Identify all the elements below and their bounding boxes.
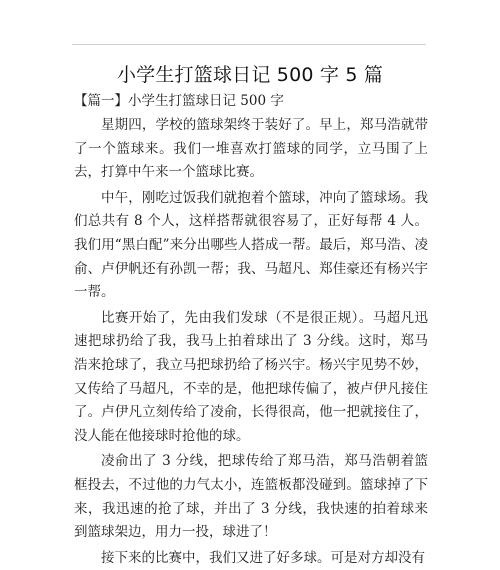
article-body: [74, 114, 428, 570]
paragraph-5: 接下来的比赛中，我们又进了好多球。可是对方却没有: [101, 549, 425, 566]
page-title: 小学生打篮球日记 500 字 5 篇: [116, 64, 384, 86]
section-heading: 【篇一】小学生打篮球日记 500 字: [74, 93, 284, 109]
paragraph-3: 比赛开始了，先由我们发球（不是很正规）。马超凡迅速把球扔给了我，我马上拍着球出了 3 分线。这时，郑马浩来抢球了，我立马把球扔给了杨兴宇。杨兴宇见势不妙，又传给了马超凡，不幸的是，他把球传偏了，被卢伊凡接住了。卢伊凡立刻传给了凌俞，长得很高，他一把就接住了，没人能在他接球时抢他的球。: [74, 309, 428, 444]
paragraph-1: 星期四，学校的篮球架终于装好了。早上，郑马浩就带了一个篮球来。我们一堆喜欢打篮球的同学，立马围了上去，打算中午来一个篮球比赛。: [74, 117, 428, 181]
header-divider: [72, 44, 426, 45]
paragraph-4: 凌俞出了 3 分线，把球传给了郑马浩，郑马浩朝着篮框投去，不过他的力气太小，连篮板都没碰到。篮球掉了下来，我迅速的抢了球，并出了 3 分线，我快速的拍着球来到篮球架边，用力一投，球进了！: [74, 453, 428, 541]
paragraph-2: 中午，刚吃过饭我们就抱着个篮球，冲向了篮球场。我们总共有 8 个人，这样搭帮就很容易了，正好每帮 4 人。我们用“黑白配”来分出哪些人搭成一帮。最后，郑马浩、凌俞、卢伊帆还有孙凯一帮；我、马超凡、郑佳豪还有杨兴宇一帮。: [74, 189, 428, 301]
